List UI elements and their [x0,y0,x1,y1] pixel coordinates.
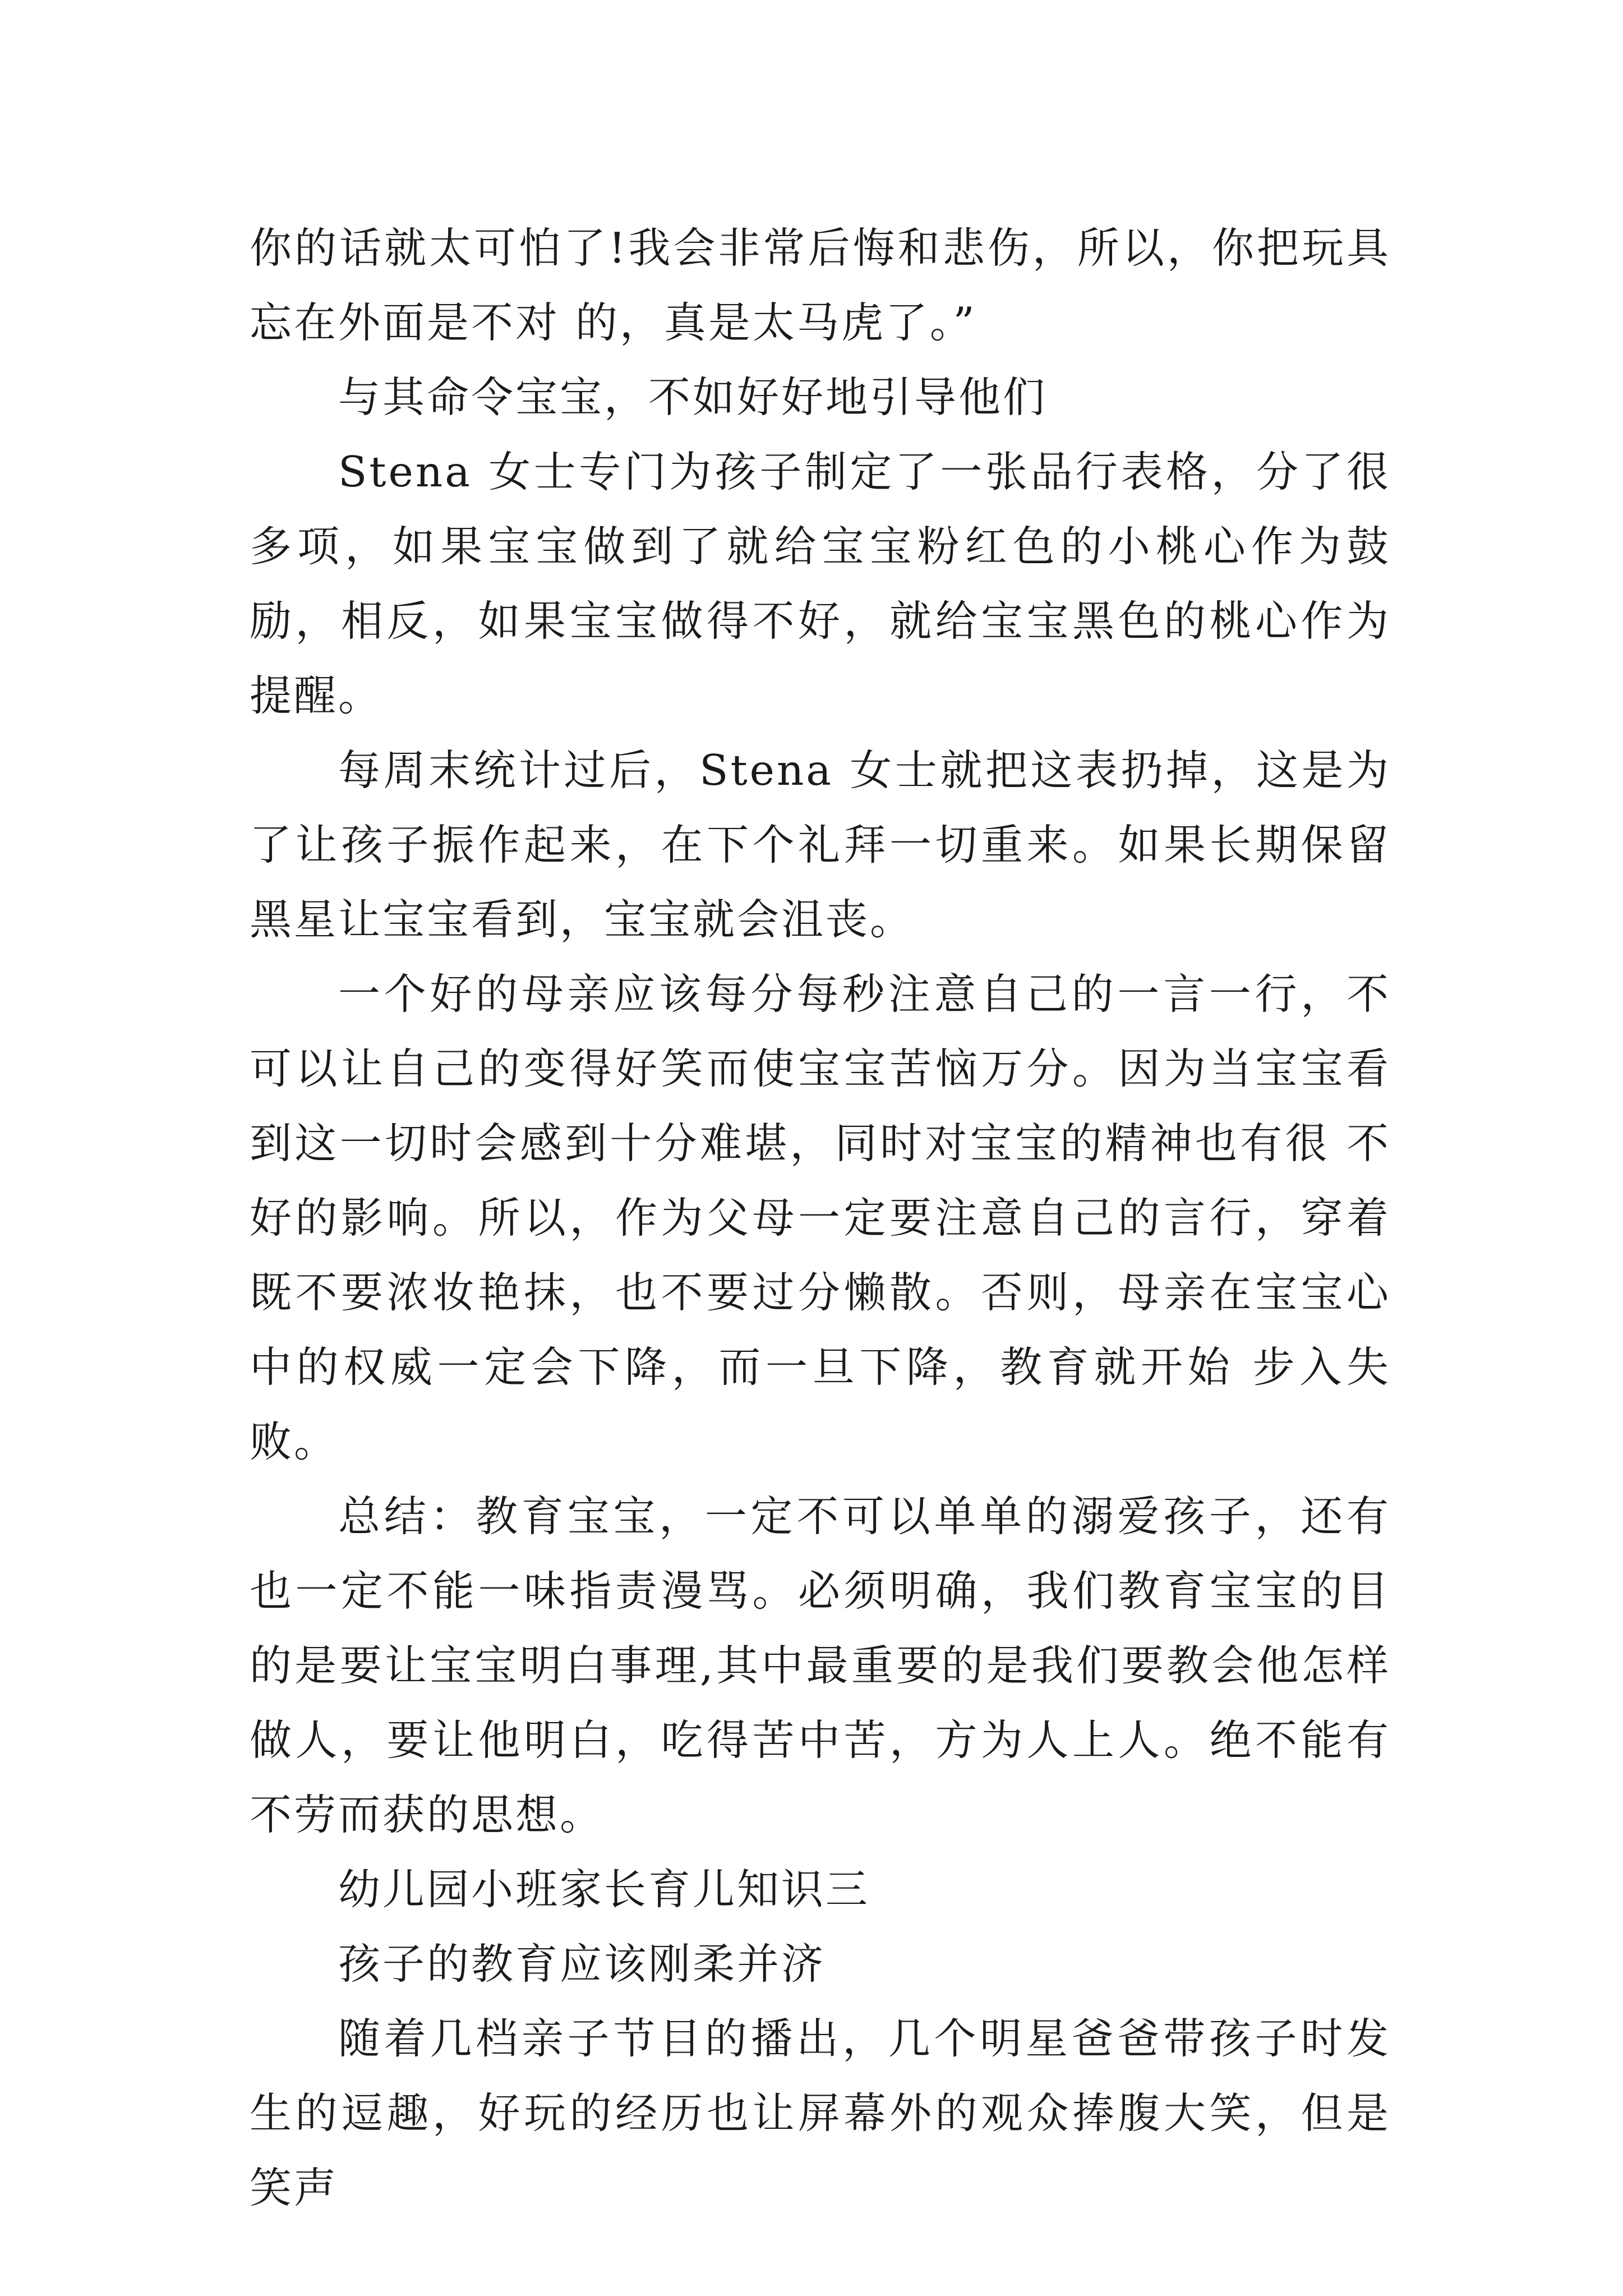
paragraph: Stena 女士专门为孩子制定了一张品行表格，分了很多项，如果宝宝做到了就给宝宝粉红色的小桃心作为鼓励，相反，如果宝宝做得不好，就给宝宝黑色的桃心作为提醒。 [250,447,1391,720]
section-heading: 孩子的教育应该刚柔并济 [338,1939,826,1989]
paragraph: 总结：教育宝宝，一定不可以单单的溺爱孩子，还有也一定不能一味指责漫骂。必须明确，我们教育宝宝的目的是要让宝宝明白事理,其中最重要的是我们要教会他怎样做人，要让他明白，吃得苦中苦，方为人上人。绝不能有不劳而获的思想。 [250,1492,1391,1839]
paragraph: 每周末统计过后，Stena 女士就把这表扔掉，这是为了让孩子振作起来，在下个礼拜一切重来。如果长期保留黑星让宝宝看到，宝宝就会沮丧。 [250,746,1391,944]
section-heading: 与其命令宝宝，不如好好地引导他们 [338,372,1048,422]
paragraph: 随着几档亲子节目的播出，几个明星爸爸带孩子时发生的逗趣，好玩的经历也让屏幕外的观众捧腹大笑，但是笑声 [250,2014,1391,2212]
paragraph: 你的话就太可怕了!我会非常后悔和悲伤，所以，你把玩具忘在外面是不对 的，真是太马虎了。” [250,223,1391,347]
document-body [250,211,1391,2225]
section-heading: 幼儿园小班家长育儿知识三 [338,1865,870,1914]
paragraph: 一个好的母亲应该每分每秒注意自己的一言一行，不可以让自己的变得好笑而使宝宝苦恼万分。因为当宝宝看到这一切时会感到十分难堪，同时对宝宝的精神也有很 不好的影响。所以，作为父母一定要注意自己的言行，穿着既不要浓妆艳抹，也不要过分懒散。否则，母亲在宝宝心中的权威一定会下降，而一旦下降，教育就开始 步入失败。 [250,969,1391,1466]
